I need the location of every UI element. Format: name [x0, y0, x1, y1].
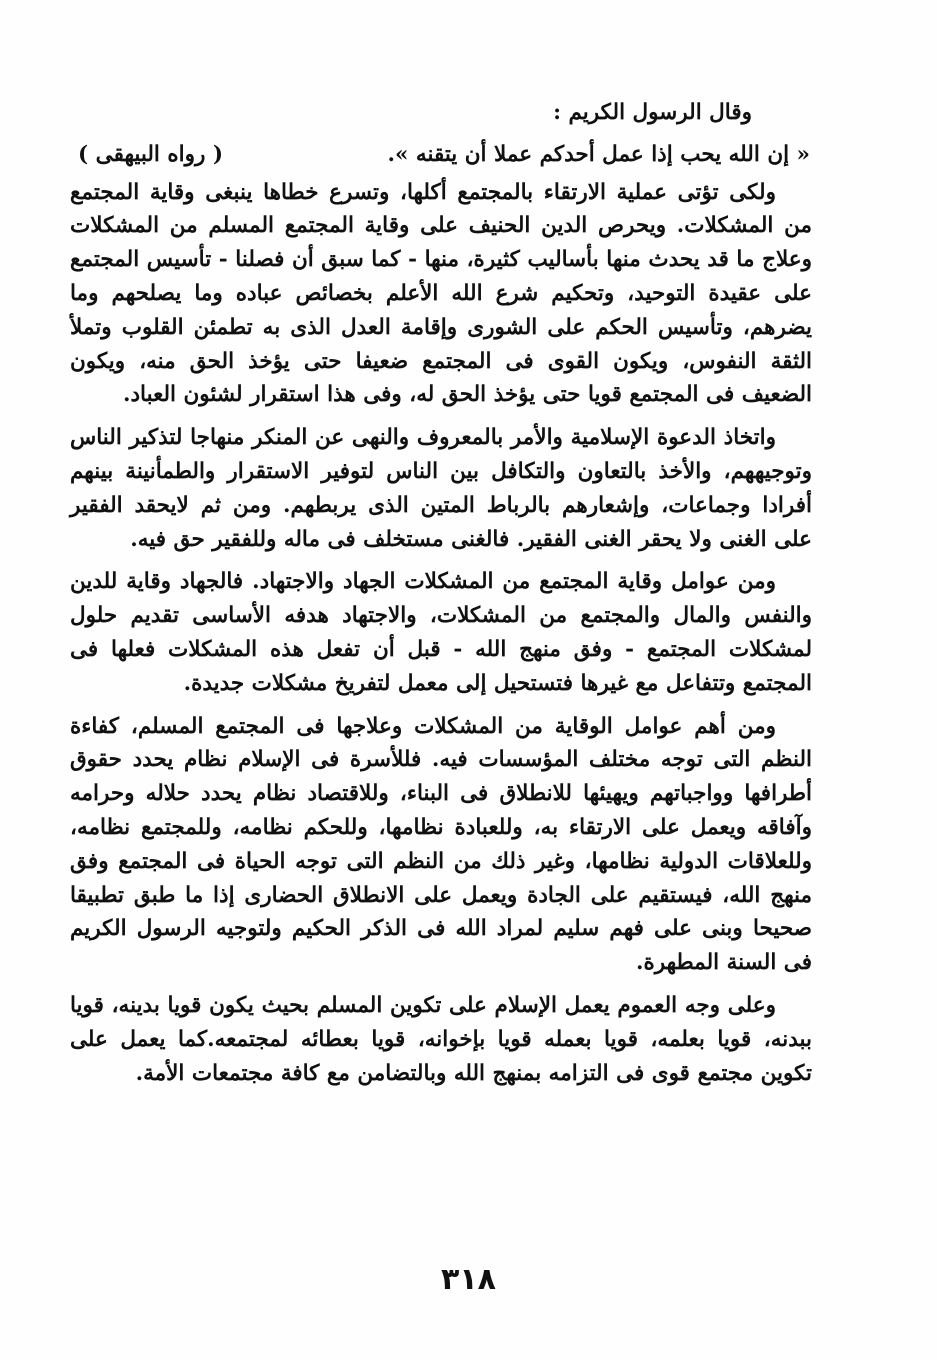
page-number: ٣١٨	[441, 1262, 496, 1297]
paragraph: واتخاذ الدعوة الإسلامية والأمر بالمعروف والنهى عن المنكر منهاجا لتذكير الناس وتوجيههم، والأخذ بالتعاون والتكافل بين الناس لتوفير الاستقرار والطمأنينة بينهم أفرادا وجماعات، وإشعارهم بالرباط المتين الذى يربطهم. ومن ثم لايحقد الفقير على الغنى ولا يحقر الغنى الفقير. فالغنى مستخلف فى ماله وللفقير حق فيه.	[70, 425, 812, 552]
hadith-quote	[70, 138, 812, 172]
paragraph: وعلى وجه العموم يعمل الإسلام على تكوين المسلم بحيث يكون قويا بدينه، قويا ببدنه، قويا بعلمه، قويا بعمله قويا بإخوانه، قويا بعطائه لمجتمعه.كما يعمل على تكوين مجتمع قوى فى التزامه بمنهج الله وبالتضامن مع كافة مجتمعات الأمة.	[70, 992, 812, 1086]
paragraph: ولكى تؤتى عملية الارتقاء بالمجتمع أكلها، وتسرع خطاها ينبغى وقاية المجتمع من المشكلات. ويحرص الدين الحنيف على وقاية المجتمع المسلم من المشكلات وعلاج ما قد يحدث منها بأساليب كثيرة، منها - كما سبق أن فصلنا - تأسيس المجتمع على عقيدة التوحيد، وتحكيم شرع الله الأعلم بخصائص عباده وما يصلحهم وما يضرهم، وتأسيس الحكم على الشورى وإقامة العدل الذى به تطمئن القلوب وتملأ الثقة النفوس، ويكون القوى فى المجتمع ضعيفا حتى يؤخذ الحق منه، ويكون الضعيف فى المجتمع قويا حتى يؤخذ الحق له، وفى هذا استقرار لشئون العباد.	[70, 179, 812, 408]
hadith-text: « إن الله يحب إذا عمل أحدكم عملا أن يتقنه ».	[387, 141, 810, 167]
intro-line: وقال الرسول الكريم :	[553, 100, 752, 125]
paragraph: ومن أهم عوامل الوقاية من المشكلات وعلاجها فى المجتمع المسلم، كفاءة النظم التى توجه مختلف المؤسسات فيه. فللأسرة فى الإسلام نظام يحدد حقوق أطرافها وواجباتهم ويهيئها للانطلاق فى البناء، وللاقتصاد نظام يحدد حلاله وحرامه وآفاقه ويعمل على الارتقاء به، وللعبادة نظامها، وللحكم نظامه، وللمجتمع نظامه، وللعلاقات الدولية نظامها، وغير ذلك من النظم التى توجه الحياة فى المجتمع وفق منهج الله، فيستقيم على الجادة ويعمل على الانطلاق الحضارى إذا ما طبق تطبيقا صحيحا وبنى على فهم سليم لمراد الله فى الذكر الحكيم ولتوجيه الرسول الكريم فى السنة المطهرة.	[70, 713, 812, 976]
paragraph: ومن عوامل وقاية المجتمع من المشكلات الجهاد والاجتهاد. فالجهاد وقاية للدين والنفس والمال والمجتمع من المشكلات، والاجتهاد هدفه الأساسى تقديم حلول لمشكلات المجتمع - وفق منهج الله - قبل أن تفعل هذه المشكلات فعلها فى المجتمع وتتفاعل مع غيرها فتستحيل إلى معمل لتفريخ مشكلات جديدة.	[70, 569, 812, 696]
hadith-source: ( رواه البيهقى )	[78, 141, 224, 167]
body-text	[70, 96, 812, 1099]
